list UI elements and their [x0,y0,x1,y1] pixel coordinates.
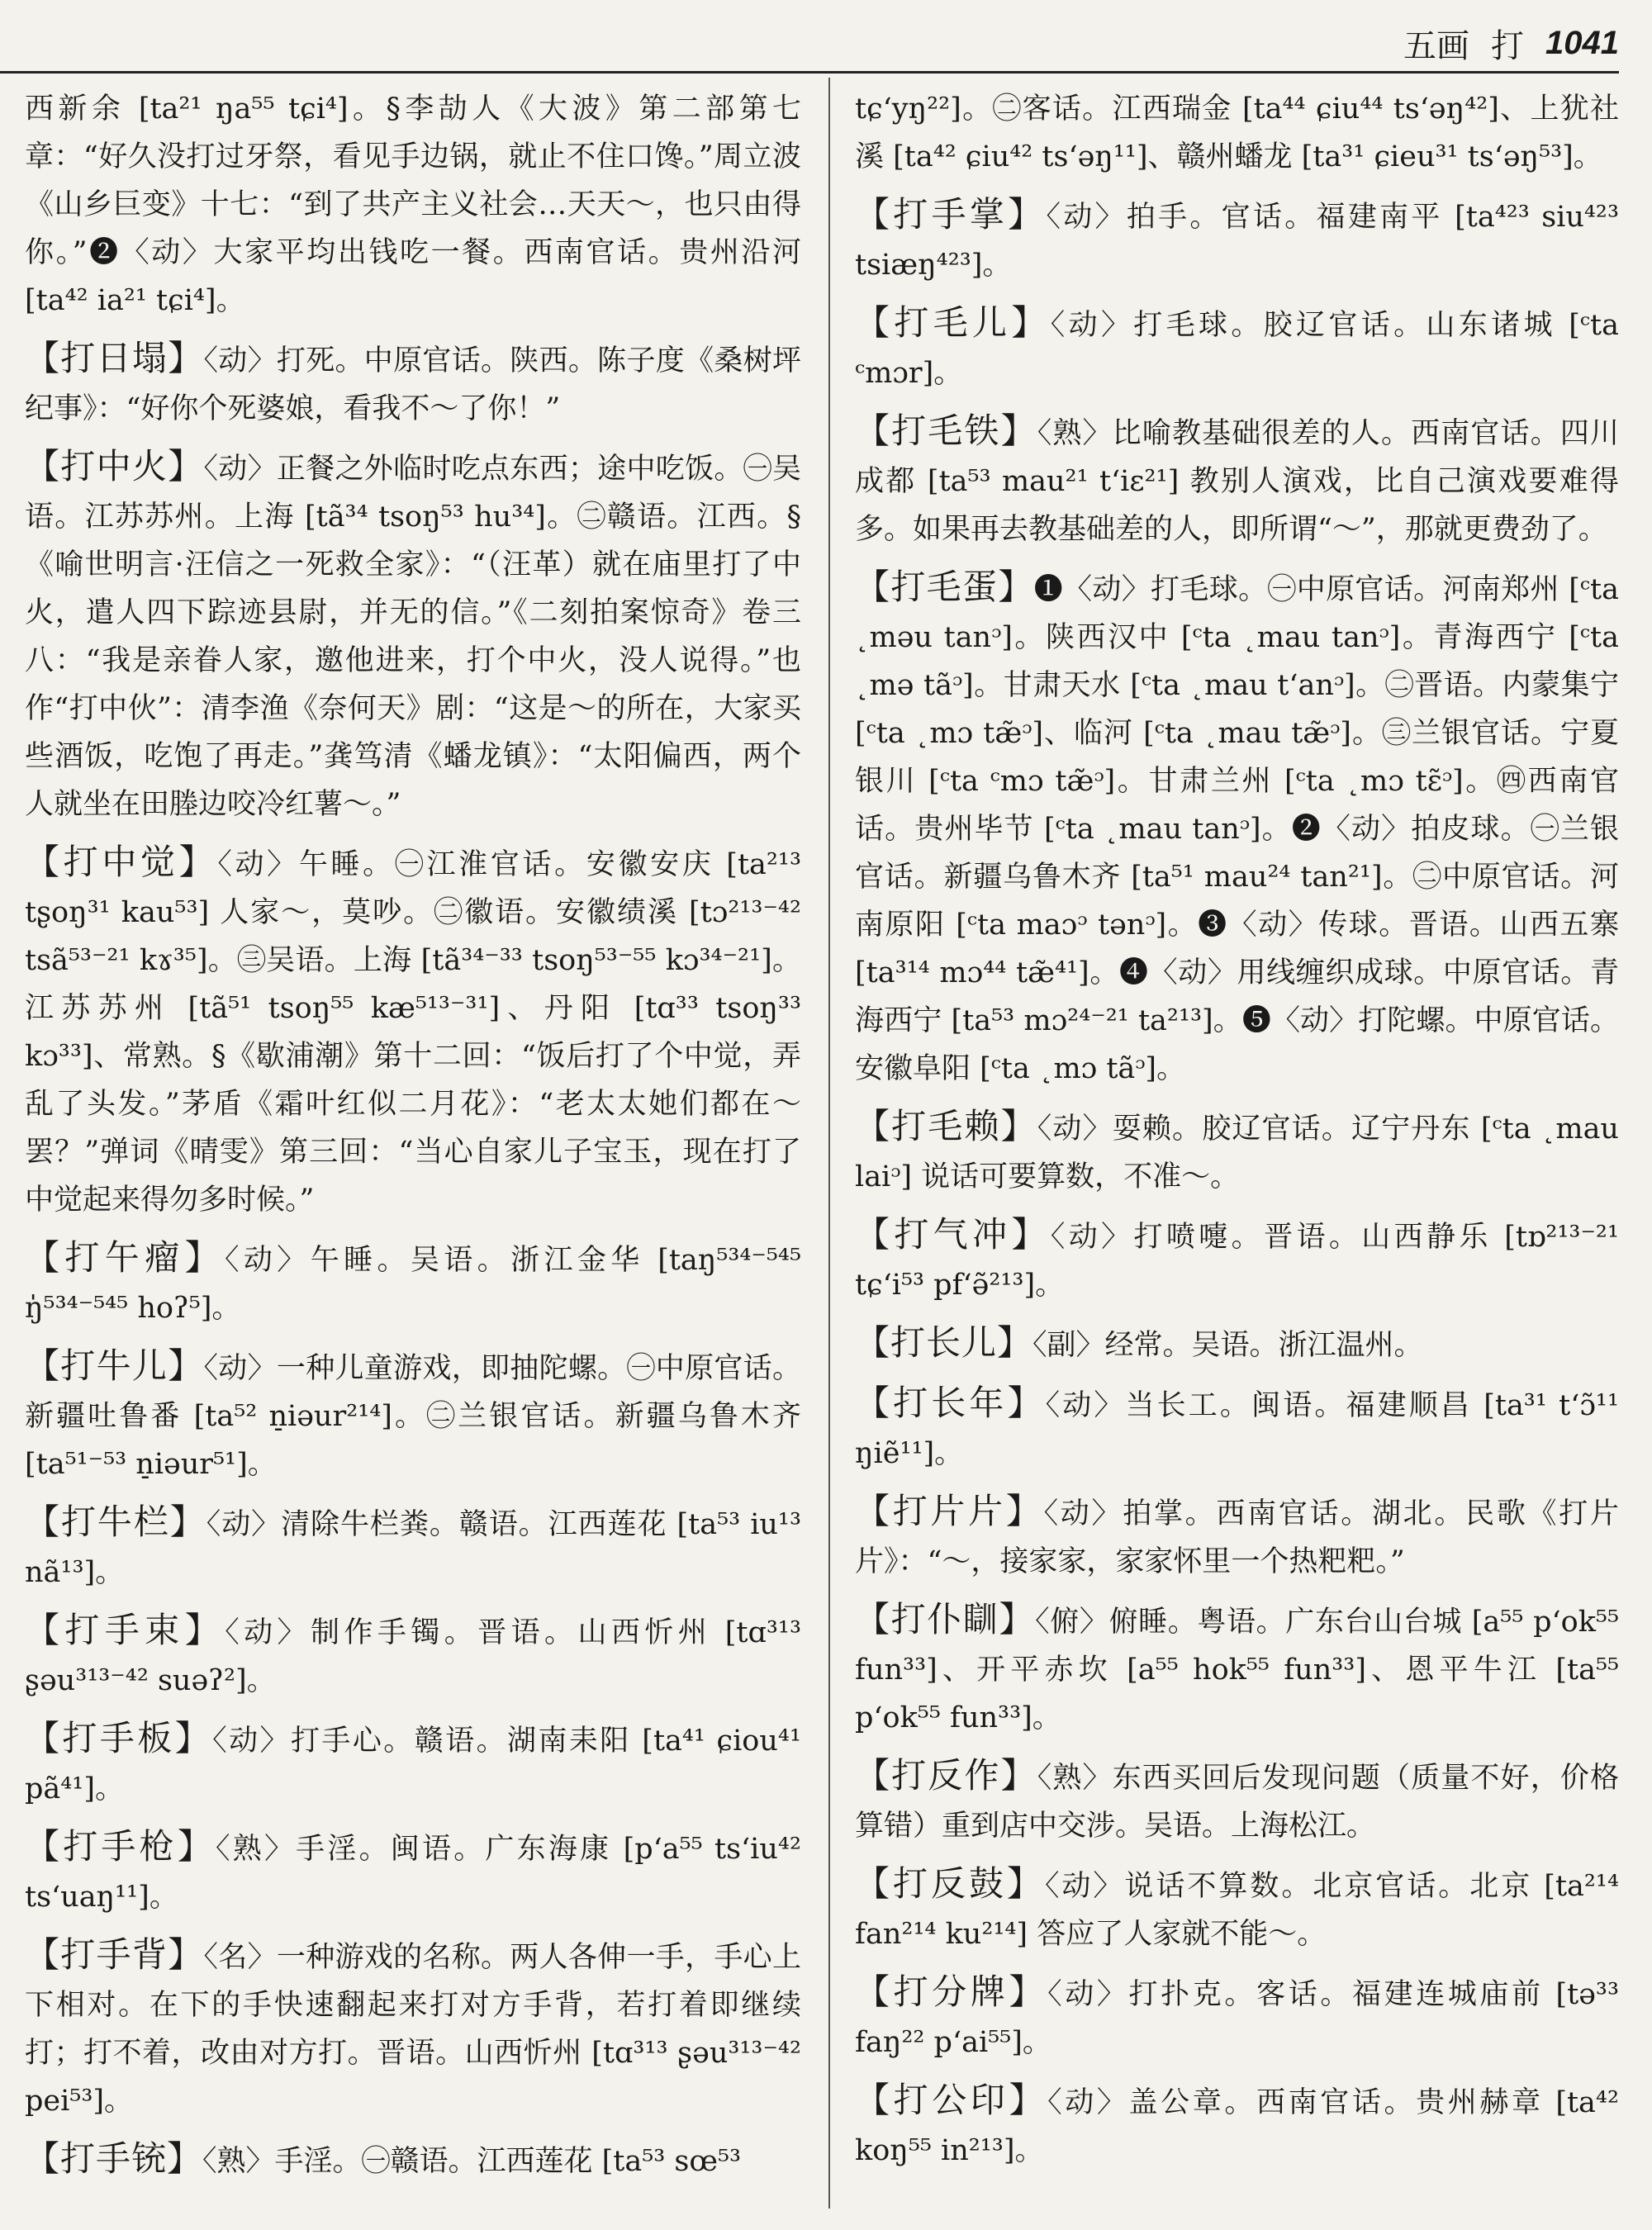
entry-headword: 【打长年】 [855,1383,1046,1423]
entry-text: 〈动〉制作手镯。晋语。山西忻州 [tɑ³¹³ ʂəu³¹³⁻⁴² suəʔ²]。 [25,1616,801,1697]
dictionary-entry [25,2135,801,2185]
dictionary-entry [855,563,1619,1093]
entry-text: 〈名〉一种游戏的名称。两人各伸一手，手心上下相对。在下的手快速翻起来打对方手背，若打着即继续打；打不着，改由对方打。晋语。山西忻州 [tɑ³¹³ ʂəu³¹³⁻⁴² pei⁵³]。 [25,1941,801,2118]
header-rule [0,71,1619,74]
dictionary-entry [25,1498,801,1597]
dictionary-entry [855,1596,1619,1742]
entry-text: 〈动〉打手心。赣语。湖南耒阳 [ta⁴¹ ɕiou⁴¹ pã⁴¹]。 [25,1725,801,1805]
dictionary-entry [855,2076,1619,2175]
dictionary-entry [855,1379,1619,1478]
entry-headword: 【打长儿】 [855,1322,1033,1363]
entry-text: 〈动〉打毛球。胶辽官话。山东诸城 [ᶜta ᶜmɔr]。 [855,309,1619,390]
dictionary-entry [25,1342,801,1488]
entry-text: 〈动〉午睡。㊀江淮官话。安徽安庆 [ta²¹³ tʂoŋ³¹ kau⁵³] 人家～，莫吵。㊁徽语。安徽绩溪 [tɔ²¹³⁻⁴² tsã⁵³⁻²¹ kɤ³⁵]。㊂吴语。上海 [tã³⁴⁻³³ tsoŋ⁵³⁻⁵⁵ kɔ³⁴⁻²¹]。江苏苏州 [tã⁵¹ tsoŋ⁵⁵ kæ⁵¹³⁻³¹]、丹阳 [tɑ³³ tsoŋ³³ kɔ³³]、常熟。§《歇浦潮》第十二回：“饭后打了个中觉，弄乱了头发。”茅盾《霜叶红似二月花》：“老太太她们都在～罢？”弹词《晴雯》第三回：“当心自家儿子宝玉，现在打了中觉起来得勿多时候。” [25,848,801,1217]
entry-text: 〈熟〉东西买回后发现问题（质量不好，价格算错）重到店中交涉。吴语。上海松江。 [855,1762,1619,1843]
entry-text: 〈动〉打死。中原官话。陕西。陈子度《桑树坪纪事》：“好你个死婆娘，看我不～了你！” [25,344,801,425]
entry-text: 〈动〉一种儿童游戏，即抽陀螺。㊀中原官话。新疆吐鲁番 [ta⁵² n̠iəur²¹⁴]。㊁兰银官话。新疆乌鲁木齐 [ta⁵¹⁻⁵³ n̠iəur⁵¹]。 [25,1352,801,1481]
dictionary-entry [855,1487,1619,1586]
header-character: 打 [1491,26,1525,65]
dictionary-entry [25,1715,801,1813]
dictionary-entry [855,1319,1619,1369]
entry-text: 〈动〉拍手。官话。福建南平 [ta⁴²³ siu⁴²³ tsiæŋ⁴²³]。 [855,201,1619,282]
entry-headword: 【打手铳】 [25,2138,203,2179]
entry-text: 〈动〉当长工。闽语。福建顺昌 [ta³¹ t‘ɔ̃¹¹ ŋiẽ¹¹]。 [855,1389,1619,1470]
entry-headword: 【打日塌】 [25,338,204,378]
dictionary-entry [25,1606,801,1705]
dictionary-entry [25,1823,801,1921]
entry-headword: 【打中觉】 [25,842,218,882]
dictionary-entry [25,443,801,828]
entry-text: 〈动〉盖公章。西南官话。贵州赫章 [ta⁴² koŋ⁵⁵ in²¹³]。 [855,2086,1619,2167]
dictionary-entry [25,1931,801,2125]
entry-text: 〈熟〉手淫。闽语。广东海康 [p‘a⁵⁵ ts‘iu⁴² ts‘uaŋ¹¹]。 [25,1833,801,1914]
entry-headword: 【打午瘤】 [25,1237,225,1278]
entry-text: 〈动〉清除牛栏粪。赣语。江西莲花 [ta⁵³ iu¹³ nã¹³]。 [25,1508,801,1589]
dictionary-entry [855,1103,1619,1201]
entry-text: tɕ‘yŋ²²]。㊁客话。江西瑞金 [ta⁴⁴ ɕiu⁴⁴ ts‘əŋ⁴²]、上犹社溪 [ta⁴² ɕiu⁴² ts‘əŋ¹¹]、赣州蟠龙 [ta³¹ ɕieu³¹ ts‘əŋ⁵³]。 [855,93,1619,173]
dictionary-entry [855,407,1619,553]
left-column [25,83,801,2213]
dictionary-entry [855,191,1619,289]
page-number: 1041 [1545,24,1619,61]
entry-headword: 【打毛铁】 [855,410,1037,451]
dictionary-entry [25,334,801,433]
entry-text: 〈动〉打喷嚏。晋语。山西静乐 [tɒ²¹³⁻²¹ tɕ‘i⁵³ pf‘ə̃²¹³]。 [855,1221,1619,1302]
column-divider [828,78,830,2209]
entry-text: 〈动〉正餐之外临时吃点东西；途中吃饭。㊀吴语。江苏苏州。上海 [tã³⁴ tsoŋ⁵³ hu³⁴]。㊁赣语。江西。§《喻世明言·汪信之一死救全家》：“（汪革）就在庙里打了中火，遣人四下踪迹县尉，并无的信。”《二刻拍案惊奇》卷三八：“我是亲眷人家，邀他进来，打个中火，没人说得。”也作“打中伙”：清李渔《奈何天》剧：“这是～的所在，大家买些酒饭，吃饱了再走。”龚笃清《蟠龙镇》：“太阳偏西，两个人就坐在田塍边咬冷红薯～。” [25,453,801,821]
entry-headword: 【打片片】 [855,1491,1044,1531]
dictionary-entry [855,1752,1619,1850]
entry-text: 〈副〉经常。吴语。浙江温州。 [1032,1329,1423,1362]
dictionary-entry [855,1860,1619,1958]
entry-text: 〈动〉说话不算数。北京官话。北京 [ta²¹⁴ fan²¹⁴ ku²¹⁴] 答应了人家就不能～。 [855,1870,1619,1951]
entry-headword: 【打反鼓】 [855,1863,1045,1904]
dictionary-entry [855,1968,1619,2066]
dictionary-entry [855,299,1619,397]
entry-headword: 【打气冲】 [855,1214,1051,1255]
entry-text: 西新余 [ta²¹ ŋa⁵⁵ tɕi⁴]。§李劼人《大波》第二部第七章：“好久没打过牙祭，看见手边锅，就止不住口馋。”周立波《山乡巨变》十七：“到了共产主义社会…天天～，也只由得你。”❷〈动〉大家平均出钱吃一餐。西南官话。贵州沿河 [ta⁴² ia²¹ tɕi⁴]。 [25,93,801,317]
right-column [855,83,1619,2213]
entry-headword: 【打手枪】 [25,1826,216,1867]
entry-headword: 【打牛儿】 [25,1345,204,1386]
entry-headword: 【打牛栏】 [25,1502,206,1542]
entry-text: 〈动〉午睡。吴语。浙江金华 [taŋ⁵³⁴⁻⁵⁴⁵ ŋ̍⁵³⁴⁻⁵⁴⁵ hoʔ⁵]。 [25,1244,801,1325]
entry-text: ❶〈动〉打毛球。㊀中原官话。河南郑州 [ᶜta ˛məu tanᵓ]。陕西汉中 [ᶜta ˛mau tanᵓ]。青海西宁 [ᶜta ˛mə tãᵓ]。甘肃天水 [ᶜta ˛mau t‘anᵓ]。㊁晋语。内蒙集宁 [ᶜta ˛mɔ tæ̃ᵓ]、临河 [ᶜta ˛mau tæ̃ᵓ]。㊂兰银官话。宁夏银川 [ᶜta ᶜmɔ tæ̃ᵓ]。甘肃兰州 [ᶜta ˛mɔ tɛ̃ᵓ]。㊃西南官话。贵州毕节 [ᶜta ˛mau tanᵓ]。❷〈动〉拍皮球。㊀兰银官话。新疆乌鲁木齐 [ta⁵¹ mau²⁴ tan²¹]。㊁中原官话。河南原阳 [ᶜta maɔᵓ tənᵓ]。❸〈动〉传球。晋语。山西五寨 [ta³¹⁴ mɔ⁴⁴ tæ̃⁴¹]。❹〈动〉用线缠织成球。中原官话。青海西宁 [ta⁵³ mɔ²⁴⁻²¹ ta²¹³]。❺〈动〉打陀螺。中原官话。安徽阜阳 [ᶜta ˛mɔ tãᵓ]。 [855,573,1619,1085]
entry-headword: 【打手束】 [25,1610,225,1650]
dictionary-entry [25,1234,801,1332]
entry-headword: 【打手背】 [25,1934,204,1975]
section-label: 五画 [1403,26,1470,65]
entry-text: 〈俯〉俯睡。粤语。广东台山台城 [a⁵⁵ p‘ok⁵⁵ fun³³]、开平赤坎 [a⁵⁵ hok⁵⁵ fun³³]、恩平牛江 [ta⁵⁵ p‘ok⁵⁵ fun³³]。 [855,1606,1619,1734]
entry-text: 〈熟〉手淫。㊀赣语。江西莲花 [ta⁵³ sœ⁵³ [202,2145,742,2178]
dictionary-entry [25,838,801,1224]
entry-headword: 【打毛儿】 [855,302,1051,343]
entry-text: 〈熟〉比喻教基础很差的人。西南官话。四川成都 [ta⁵³ mau²¹ t‘iɛ²¹] 教别人演戏，比自己演戏要难得多。如果再去教基础差的人，即所谓“～”，那就更费劲了。 [855,417,1619,546]
entry-headword: 【打手板】 [25,1718,213,1758]
entry-headword: 【打分牌】 [855,1971,1048,2012]
entry-text: 〈动〉耍赖。胶辽官话。辽宁丹东 [ᶜta ˛mau laiᵓ] 说话可要算数，不准～。 [855,1113,1619,1193]
dictionary-entry [855,83,1619,181]
entry-text: 〈动〉打扑克。客话。福建连城庙前 [tə³³ faŋ²² p‘ai⁵⁵]。 [855,1978,1619,2059]
dictionary-entry [855,1211,1619,1309]
page-header [1289,18,1619,68]
entry-headword: 【打公印】 [855,2080,1048,2120]
entry-text: 〈动〉拍掌。西南官话。湖北。民歌《打片片》：“～，接家家，家家怀里一个热粑粑。” [855,1497,1619,1578]
entry-headword: 【打毛赖】 [855,1106,1037,1146]
entry-headword: 【打反作】 [855,1755,1037,1796]
entry-headword: 【打手掌】 [855,194,1047,235]
entry-headword: 【打毛蛋】 [855,567,1034,607]
entry-headword: 【打仆瞓】 [855,1599,1036,1639]
entry-headword: 【打中火】 [25,446,204,486]
dictionary-entry [25,83,801,325]
